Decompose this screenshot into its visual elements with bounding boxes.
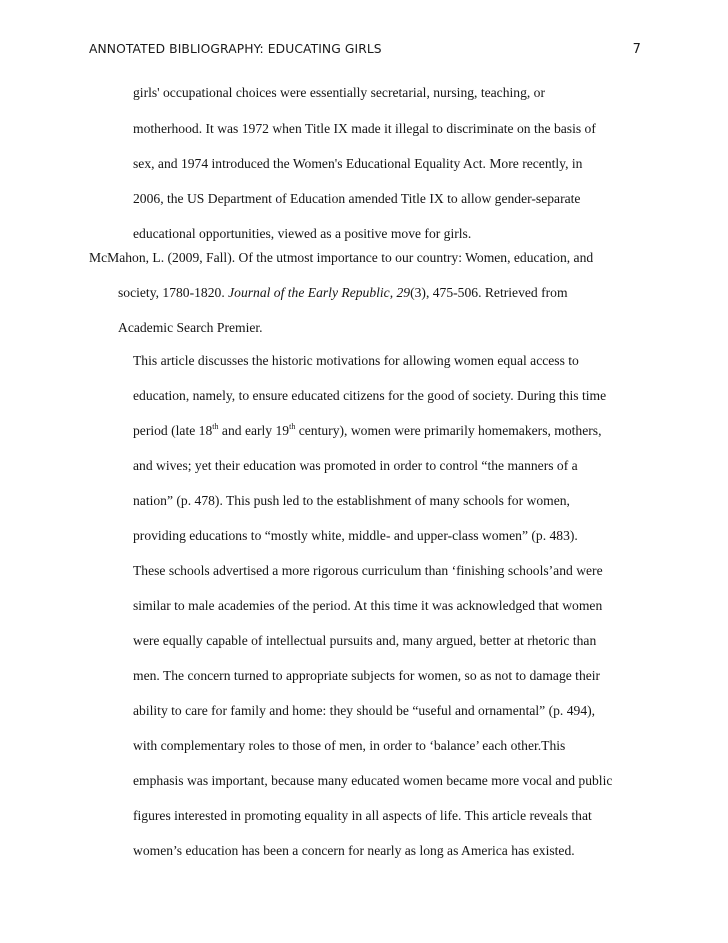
annotation-line: education, namely, to ensure educated citizens for the good of society. During this time	[133, 388, 607, 403]
annotation-line: and wives; yet their education was promoted in order to control “the manners of a	[133, 458, 578, 473]
superscript: th	[289, 422, 296, 431]
citation-line	[118, 285, 568, 301]
annotation-line: similar to male academies of the period. At this time it was acknowledged that women	[133, 598, 603, 613]
annotation-text: century), women were primarily homemakers, mothers,	[295, 423, 602, 438]
annotation-line	[133, 423, 601, 439]
annotation-line: figures interested in promoting equality in all aspects of life. This article reveals that	[133, 808, 592, 823]
page-number: 7	[632, 42, 641, 57]
paragraph-line: educational opportunities, viewed as a positive move for girls.	[133, 226, 472, 241]
annotation-text: period (late 18	[133, 423, 213, 438]
paragraph-line: sex, and 1974 introduced the Women's Educational Equality Act. More recently, in	[133, 156, 583, 171]
annotation-line: were equally capable of intellectual pursuits and, many argued, better at rhetoric than	[133, 633, 597, 648]
annotation-line: providing educations to “mostly white, middle- and upper-class women” (p. 483).	[133, 528, 578, 543]
annotation-line: These schools advertised a more rigorous curriculum than ‘finishing schools’and were	[133, 563, 603, 578]
annotation-line: with complementary roles to those of men, in order to ‘balance’ each other.This	[133, 738, 566, 753]
citation-text: society, 1780-1820.	[118, 285, 229, 300]
annotation-line: women’s education has been a concern for nearly as long as America has existed.	[133, 843, 575, 858]
annotation-line: nation” (p. 478). This push led to the establishment of many schools for women,	[133, 493, 570, 508]
citation-text: (3), 475-506. Retrieved from	[410, 285, 568, 300]
annotation-text: and early 19	[218, 423, 290, 438]
citation-line: McMahon, L. (2009, Fall). Of the utmost importance to our country: Women, education, and	[89, 250, 594, 265]
running-head: ANNOTATED BIBLIOGRAPHY: EDUCATING GIRLS	[89, 42, 382, 56]
superscript: th	[212, 422, 219, 431]
paragraph-line: 2006, the US Department of Education amended Title IX to allow gender-separate	[133, 191, 581, 206]
paragraph-line: girls' occupational choices were essentially secretarial, nursing, teaching, or	[133, 85, 545, 100]
annotation-line: ability to care for family and home: they should be “useful and ornamental” (p. 494),	[133, 703, 596, 718]
annotation-line: emphasis was important, because many educated women became more vocal and public	[133, 773, 613, 788]
journal-title: Journal of the Early Republic, 29	[228, 285, 411, 300]
citation-line: Academic Search Premier.	[118, 320, 263, 335]
paragraph-line: motherhood. It was 1972 when Title IX made it illegal to discriminate on the basis of	[133, 121, 596, 136]
annotation-line: men. The concern turned to appropriate subjects for women, so as not to damage their	[133, 668, 601, 683]
annotation-line: This article discusses the historic motivations for allowing women equal access to	[133, 353, 579, 368]
